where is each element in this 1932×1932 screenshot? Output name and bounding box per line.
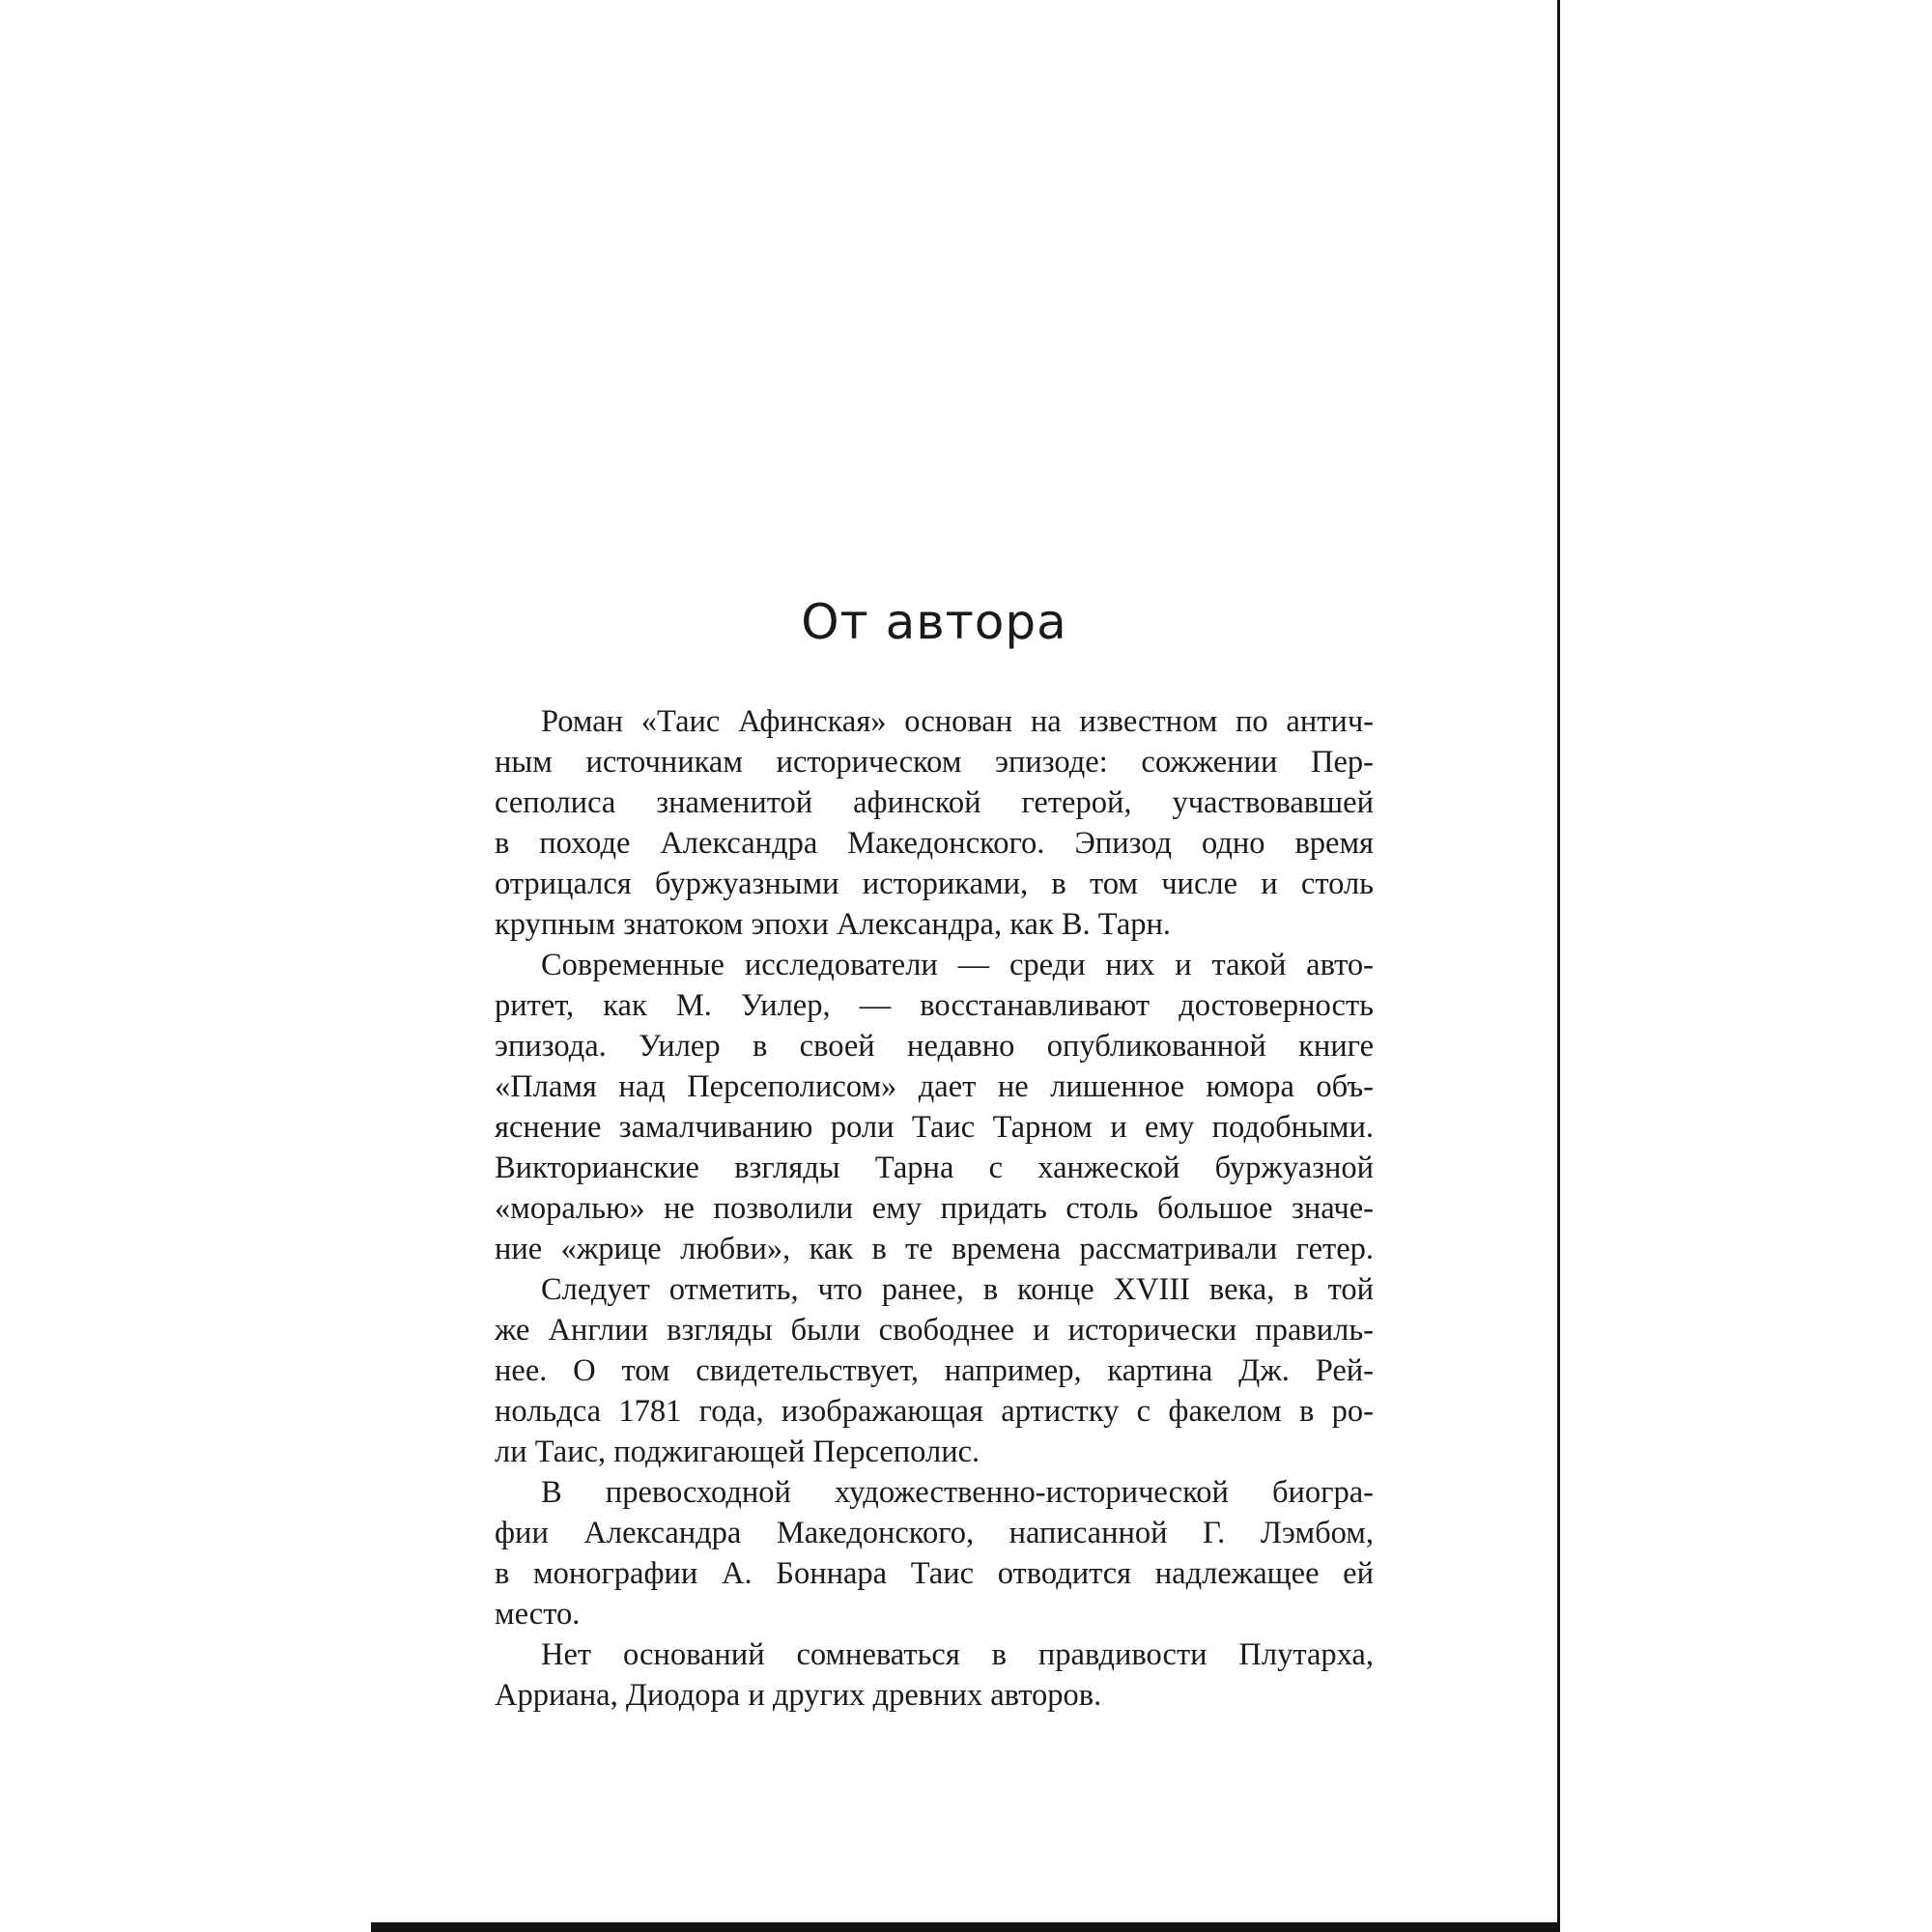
text-line: сеполиса знаменитой афинской гетерой, участвовавшей: [495, 785, 1374, 820]
text-line: Роман «Таис Афинская» основан на известном по антич-: [541, 704, 1374, 739]
text-line: эпизода. Уилер в своей недавно опубликованной книге: [495, 1029, 1374, 1064]
text-line: отрицался буржуазными историками, в том числе и столь: [495, 867, 1374, 901]
page-edge-bottom: [371, 1922, 1560, 1932]
text-line: «моралью» не позволили ему придать столь большое значе-: [495, 1191, 1374, 1226]
chapter-title: От автора: [801, 594, 1067, 650]
text-line: в монографии А. Боннара Таис отводится надлежащее ей: [495, 1556, 1374, 1591]
text-line: Современные исследователи — среди них и такой авто-: [541, 948, 1374, 982]
text-line: же Англии взгляды были свободнее и исторически правиль-: [495, 1313, 1374, 1348]
text-line: нольдса 1781 года, изображающая артистку с факелом в ро-: [495, 1394, 1374, 1429]
text-line: «Пламя над Персеполисом» дает не лишенное юмора объ-: [495, 1069, 1374, 1104]
page-edge-right: [1557, 0, 1560, 1932]
text-line: яснение замалчиванию роли Таис Тарном и ему подобными.: [495, 1110, 1374, 1145]
text-line: ритет, как М. Уилер, — восстанавливают достоверность: [495, 988, 1374, 1023]
text-line: фии Александра Македонского, написанной Г. Лэмбом,: [495, 1516, 1374, 1550]
text-line: Нет оснований сомневаться в правдивости Плутарха,: [541, 1637, 1374, 1672]
text-line: нее. О том свидетельствует, например, картина Дж. Рей-: [495, 1353, 1374, 1388]
text-line: В превосходной художественно-исторической биогра-: [541, 1475, 1374, 1510]
text-line: ли Таис, поджигающей Персеполис.: [495, 1435, 980, 1469]
text-line: Арриана, Диодора и других древних авторов.: [495, 1678, 1102, 1713]
text-line: ние «жрице любви», как в те времена рассматривали гетер.: [495, 1232, 1374, 1266]
text-line: место.: [495, 1597, 581, 1632]
text-line: ным источникам историческом эпизоде: сожжении Пер-: [495, 745, 1374, 780]
text-line: Следует отметить, что ранее, в конце XVIII века, в той: [541, 1272, 1374, 1307]
text-line: крупным знатоком эпохи Александра, как В. Тарн.: [495, 907, 1172, 942]
text-line: в походе Александра Македонского. Эпизод одно время: [495, 826, 1374, 861]
text-line: Викторианские взгляды Тарна с ханжеской буржуазной: [495, 1151, 1374, 1185]
